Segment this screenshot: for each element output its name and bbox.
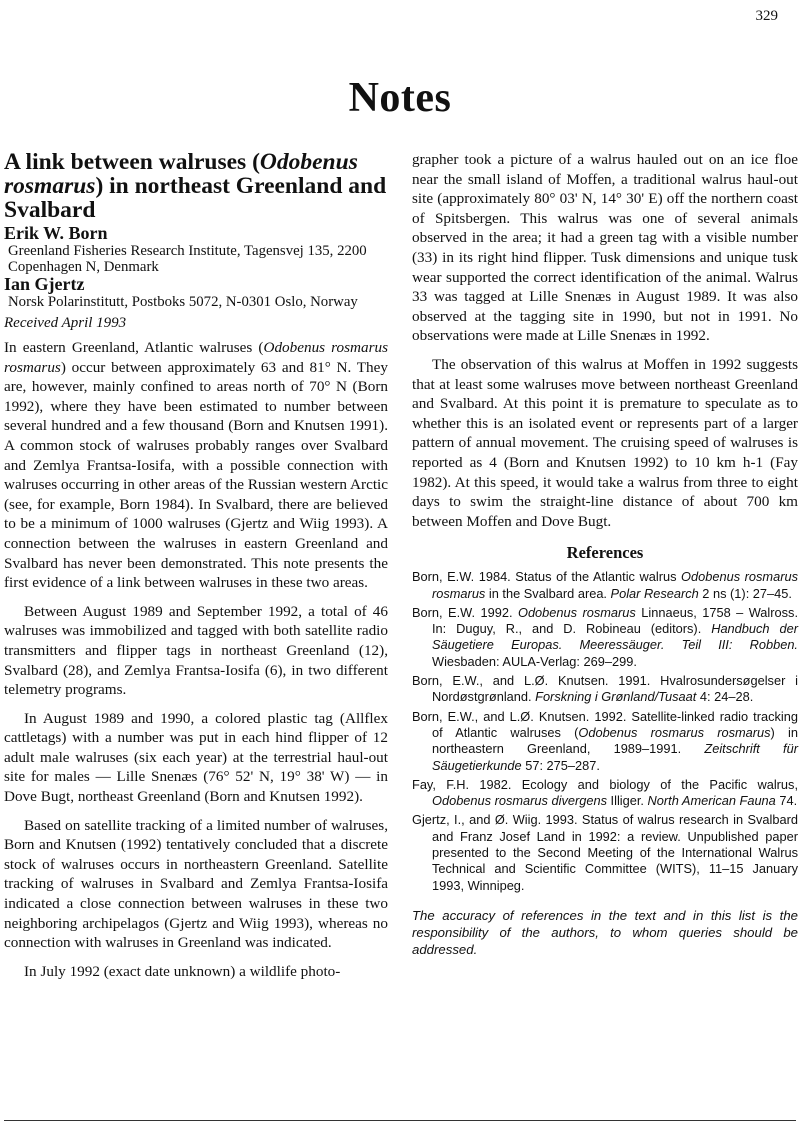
p1-text-c: ) occur between approximately 63 and 81° N. They are, however, mainly confined to areas north of 70° N (Born 1992), where they have been estimated to number between several hundred and a few thousand (Born and Knutsen 1991). A common stock of walruses probably ranges over Svalbard and Zemlya Frantsa-Iosifa, with a possible connection with walruses occurring in other areas of the Russian western Arctic (see, for example, Born 1984). In Svalbard, there are believed to be a minimum of 1000 walruses (Gjertz and Wiig 1993). A connection between the walruses in eastern Greenland and Svalbard has never been demonstrated. This note presents the first evidence of a link between walruses in these two areas. — [4, 358, 388, 592]
title-part-2: ) in northeast Greenland and Svalbard — [4, 173, 387, 223]
ref-text: ) in northeastern Greenland, 1989–1991. — [432, 724, 798, 757]
ref-text: Illiger. — [606, 793, 648, 809]
ref-text: Wiesbaden: AULA-Verlag: 269–299. — [432, 653, 637, 669]
ref-text: Born, E.W. 1992. — [412, 604, 518, 620]
paragraph-3: In August 1989 and 1990, a colored plastic tag (Allflex cattletags) with a number was put in each hind flipper of 12 adult male walruses (six each year) at the terrestrial haul-out site for males — Lille Snenæs (76° 52' N, 19° 38' W) — in Dove Bugt, northeast Greenland (Born and Knutsen 1992). — [4, 709, 388, 806]
references-heading: References — [566, 543, 644, 563]
references-disclaimer: The accuracy of references in the text and in this list is the responsibility of the authors, to whom queries should be addressed. — [412, 907, 798, 957]
ref-text: Linnaeus, 1758 – Walross. In: Duguy, R., and D. Robineau (editors). — [432, 604, 798, 637]
section-title: Notes — [348, 75, 452, 121]
ref-text: in the Svalbard area. — [485, 585, 611, 601]
p1-species: Odobenus rosmarus rosmarus — [4, 339, 388, 376]
ref-text: Fay, F.H. 1982. Ecology and biology of the Pacific walrus, — [412, 776, 798, 792]
ref-text: Born, E.W. 1984. Status of the Atlantic walrus — [412, 569, 682, 585]
ref-text: Born, E.W., and L.Ø. Knutsen. 1991. Hvalrosundersøgelser i Nordøstgrønland. — [412, 673, 798, 705]
reference-item — [412, 569, 798, 602]
paragraph-6: The observation of this walrus at Moffen in 1992 suggests that at least some walruses move between northeast Greenland and Svalbard. At this point it is premature to speculate as to whether this is an isolated event or represents part of a larger pattern of annual movement. The cruising speed of walruses is reported as 4 (Born and Knutsen 1992) to 10 km h-1 (Fay 1982). At this speed, it would take a walrus from three to eight days to swim the straight-line distance of about 700 km between Moffen and Dove Bugt. — [412, 355, 798, 530]
ref-italic: Zeitschrift für Säugetierkunde — [432, 741, 798, 773]
ref-italic: Odobenus rosmarus rosmarus — [432, 569, 798, 601]
right-column — [412, 150, 798, 958]
body-left — [4, 338, 388, 981]
title-part-1: A link between walruses ( — [4, 149, 260, 175]
paragraph-1 — [4, 338, 388, 593]
ref-italic: Forskning i Grønland/Tusaat — [535, 689, 697, 705]
ref-italic: Odobenus rosmarus rosmarus — [578, 724, 771, 740]
author-2-affiliation: Norsk Polarinstitutt, Postboks 5072, N-0301 Oslo, Norway — [8, 294, 358, 310]
reference-item — [412, 605, 798, 670]
reference-item — [412, 709, 798, 774]
author-1-name: Erik W. Born — [4, 223, 108, 243]
author-2-name: Ian Gjertz — [4, 274, 85, 294]
ref-text: 2 ns (1): 27–45. — [698, 585, 792, 601]
ref-text: 57: 275–287. — [521, 757, 600, 773]
ref-italic: Polar Research — [610, 585, 699, 601]
ref-italic: North American Fauna — [647, 793, 776, 809]
author-1-affiliation: Greenland Fisheries Research Institute, Tagensvej 135, 2200 Copenhagen N, Denmark — [8, 243, 367, 275]
bottom-rule — [4, 1120, 796, 1121]
ref-text: 74. — [775, 793, 798, 809]
article-title — [4, 150, 388, 222]
ref-italic: Odobenus rosmarus divergens — [432, 793, 607, 809]
paragraph-5-continued: grapher took a picture of a walrus hauled out on an ice floe near the small island of Moffen, a traditional walrus haul-out site (approximately 80° 03' N, 14° 30' E) off the northern coast of Spitsbergen. This walrus was one of several animals observed in the area; it had a green tag with a visible number (33) in its right hind flipper. Tusk dimensions and unique tusk wear supported the correct identification of the animal. Walrus 33 was tagged at Lille Snenæs in August 1989. It was also observed at the tagging site in 1990, but not in 1991. No observations were made at Lille Snenæs in 1992. — [412, 151, 798, 345]
reference-item: Gjertz, I., and Ø. Wiig. 1993. Status of walrus research in Svalbard and Franz Josef Land in 1992: a review. Unpublished paper presented to the Second Meeting of the International Walrus Technical and Scientific Committee (WITS), 11–15 January 1993, Winnipeg. — [412, 812, 798, 893]
ref-text: Born, E.W., and L.Ø. Knutsen. 1992. Satellite-linked radio tracking of Atlantic walruses ( — [412, 708, 798, 740]
paragraph-5-start: In July 1992 (exact date unknown) a wildlife photo- — [24, 962, 341, 980]
reference-item — [412, 673, 798, 706]
paragraph-4: Based on satellite tracking of a limited number of walruses, Born and Knutsen (1992) tentatively concluded that a discrete stock of walruses occurs in northeastern Greenland. Satellite tracking of walruses in Svalbard and Zemlya Frantsa-Iosifa indicated a close connection between walruses in these two neighboring archipelagos (Gjertz and Wiig 1993), whereas no connection with walruses in Greenland was indicated. — [4, 816, 388, 952]
paragraph-2: Between August 1989 and September 1992, a total of 46 walruses was immobilized and tagged with both satellite radio transmitters and flipper tags in northeast Greenland (12), Svalbard (28), and Zemlya Frantsa-Iosifa (6), in two different telemetry programs. — [4, 602, 388, 699]
ref-italic: Odobenus rosmarus — [517, 604, 636, 620]
p1-text-a: In eastern Greenland, Atlantic walruses ( — [4, 339, 264, 356]
body-right — [412, 150, 798, 531]
received-date: Received April 1993 — [4, 315, 127, 331]
title-species: Odobenus rosmarus — [4, 149, 358, 199]
ref-text: 4: 24–28. — [696, 689, 754, 705]
page-number: 329 — [755, 8, 778, 24]
ref-italic: Handbuch der Säugetiere Europas. Meeressäuger. Teil III: Robben. — [432, 621, 798, 653]
left-column — [4, 150, 388, 981]
reference-item — [412, 777, 798, 810]
